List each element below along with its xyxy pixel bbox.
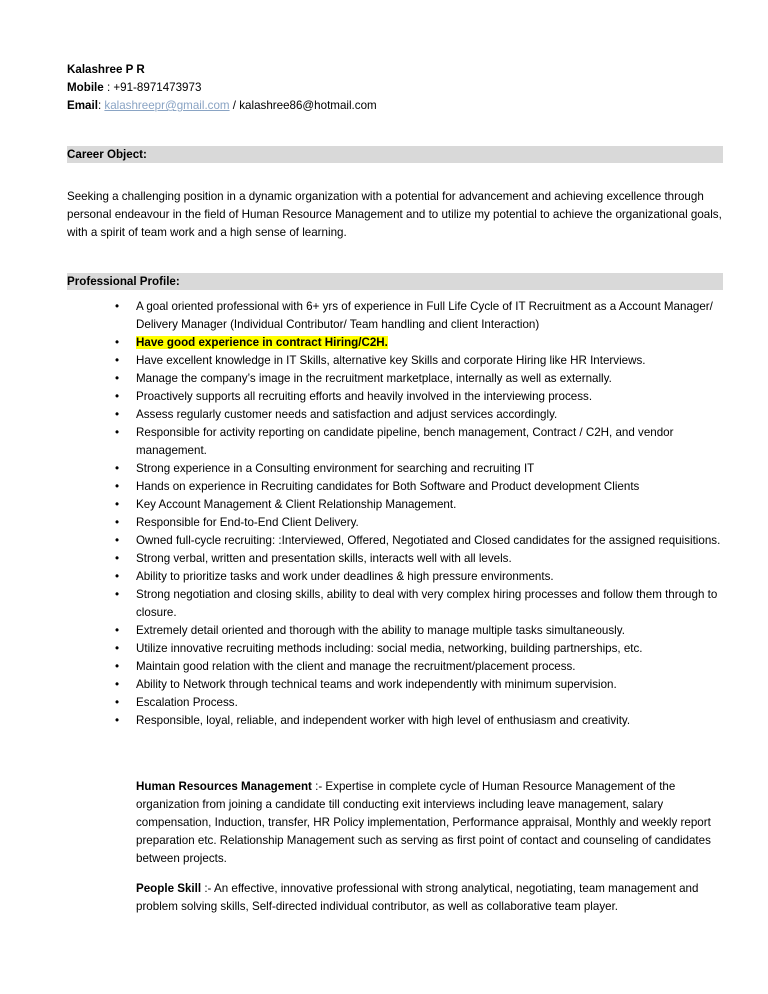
profile-list-item bbox=[67, 550, 723, 568]
email-divider: / bbox=[229, 99, 240, 112]
profile-item-text: A goal oriented professional with 6+ yrs of experience in Full Life Cycle of IT Recruitment as a Account Manager/ Delivery Manager (Individual Contributor/ Team handling and client Interaction) bbox=[136, 300, 713, 331]
bullet-icon: • bbox=[115, 390, 120, 403]
hrm-title: Human Resources Management bbox=[136, 780, 312, 793]
profile-item-text: Ability to Network through technical teams and work independently with minimum supervision. bbox=[136, 678, 617, 691]
profile-list-item bbox=[67, 406, 723, 424]
profile-item-text: Assess regularly customer needs and satisfaction and adjust services accordingly. bbox=[136, 408, 558, 421]
bullet-icon: • bbox=[115, 354, 120, 367]
bullet-icon: • bbox=[115, 336, 120, 349]
profile-item-text: Have excellent knowledge in IT Skills, alternative key Skills and corporate Hiring like HR Interviews. bbox=[136, 354, 646, 367]
profile-list-item bbox=[67, 694, 723, 712]
hrm-paragraph bbox=[136, 778, 724, 868]
profile-item-text: Ability to prioritize tasks and work under deadlines & high pressure environments. bbox=[136, 570, 554, 583]
profile-item-text: Escalation Process. bbox=[136, 696, 238, 709]
hrm-text: :- Expertise in complete cycle of Human Resource Management of the organization from joining a candidate till conducting exit interviews including leave management, salary compensation, Induction, transfer, HR Policy implementation, Performance appraisal, Monthly and weekly report preparation etc. Relationship Management such as serving as first point of contact and counseling of candidates between projects. bbox=[136, 780, 711, 865]
professional-profile-list bbox=[67, 298, 723, 730]
profile-item-text: Hands on experience in Recruiting candidates for Both Software and Product development Clients bbox=[136, 480, 640, 493]
profile-item-text: Utilize innovative recruiting methods including: social media, networking, building partnerships, etc. bbox=[136, 642, 643, 655]
profile-item-text: Extremely detail oriented and thorough with the ability to manage multiple tasks simultaneously. bbox=[136, 624, 625, 637]
profile-list-item bbox=[67, 586, 723, 622]
mobile-line bbox=[67, 79, 727, 97]
profile-list-item bbox=[67, 514, 723, 532]
profile-list-item bbox=[67, 622, 723, 640]
bullet-icon: • bbox=[115, 462, 120, 475]
profile-list-item bbox=[67, 676, 723, 694]
bullet-icon: • bbox=[115, 480, 120, 493]
email-secondary: kalashree86@hotmail.com bbox=[239, 99, 377, 112]
profile-item-text: Responsible, loyal, reliable, and independent worker with high level of enthusiasm and creativity. bbox=[136, 714, 631, 727]
bullet-icon: • bbox=[115, 498, 120, 511]
bullet-icon: • bbox=[115, 516, 120, 529]
profile-list-item bbox=[67, 496, 723, 514]
career-object-heading: Career Object: bbox=[67, 146, 723, 163]
profile-list-item bbox=[67, 388, 723, 406]
profile-list-item bbox=[67, 478, 723, 496]
bullet-icon: • bbox=[115, 300, 120, 313]
profile-item-text: Have good experience in contract Hiring/C2H. bbox=[136, 336, 388, 349]
bullet-icon: • bbox=[115, 570, 120, 583]
people-skill-title: People Skill bbox=[136, 882, 202, 895]
email-line bbox=[67, 97, 727, 115]
bullet-icon: • bbox=[115, 552, 120, 565]
email-primary-link[interactable]: kalashreepr@gmail.com bbox=[104, 99, 230, 112]
profile-list-item bbox=[67, 424, 723, 460]
profile-item-text: Strong verbal, written and presentation skills, interacts well with all levels. bbox=[136, 552, 512, 565]
profile-list-item bbox=[67, 640, 723, 658]
email-label: Email bbox=[67, 99, 98, 112]
profile-list-item bbox=[67, 370, 723, 388]
profile-list-item bbox=[67, 568, 723, 586]
bullet-icon: • bbox=[115, 660, 120, 673]
profile-item-text: Responsible for End-to-End Client Delivery. bbox=[136, 516, 359, 529]
email-separator: : bbox=[97, 99, 105, 112]
bullet-icon: • bbox=[115, 678, 120, 691]
profile-list-item bbox=[67, 334, 723, 352]
people-skill-paragraph bbox=[136, 880, 724, 916]
mobile-number: +91-8971473973 bbox=[113, 81, 202, 94]
profile-item-text: Owned full-cycle recruiting: :Interviewed, Offered, Negotiated and Closed candidates for the assigned requisitions. bbox=[136, 534, 721, 547]
profile-item-text: Maintain good relation with the client and manage the recruitment/placement process. bbox=[136, 660, 576, 673]
candidate-name: Kalashree P R bbox=[67, 63, 145, 76]
career-object-text: Seeking a challenging position in a dynamic organization with a potential for advancement and achieving excellence through personal endeavour in the field of Human Resource Management and to utilize my potential to achieve the organizational goals, with a spirit of team work and a high sense of learning. bbox=[67, 190, 722, 239]
profile-list-item bbox=[67, 352, 723, 370]
profile-list-item bbox=[67, 532, 723, 550]
profile-item-text: Strong experience in a Consulting environment for searching and recruiting IT bbox=[136, 462, 535, 475]
bullet-icon: • bbox=[115, 426, 120, 439]
profile-list-item bbox=[67, 658, 723, 676]
profile-list-item bbox=[67, 712, 723, 730]
mobile-separator: : bbox=[103, 81, 114, 94]
contact-block bbox=[67, 61, 727, 115]
bullet-icon: • bbox=[115, 624, 120, 637]
bullet-icon: • bbox=[115, 408, 120, 421]
professional-profile-heading: Professional Profile: bbox=[67, 273, 723, 290]
mobile-label: Mobile bbox=[67, 81, 104, 94]
profile-item-text: Responsible for activity reporting on candidate pipeline, bench management, Contract / C2H, and vendor management. bbox=[136, 426, 674, 457]
bullet-icon: • bbox=[115, 534, 120, 547]
profile-item-text: Key Account Management & Client Relationship Management. bbox=[136, 498, 457, 511]
profile-item-text: Proactively supports all recruiting efforts and heavily involved in the interviewing process. bbox=[136, 390, 593, 403]
profile-item-text: Manage the company’s image in the recruitment marketplace, internally as well as externally. bbox=[136, 372, 612, 385]
profile-list-item bbox=[67, 460, 723, 478]
profile-item-text: Strong negotiation and closing skills, ability to deal with very complex hiring processes and follow them through to closure. bbox=[136, 588, 718, 619]
people-skill-text: :- An effective, innovative professional with strong analytical, negotiating, team management and problem solving skills, Self-directed individual contributor, as well as collaborative team player. bbox=[136, 882, 699, 913]
bullet-icon: • bbox=[115, 696, 120, 709]
profile-list-item bbox=[67, 298, 723, 334]
bullet-icon: • bbox=[115, 714, 120, 727]
bullet-icon: • bbox=[115, 372, 120, 385]
bullet-icon: • bbox=[115, 588, 120, 601]
bullet-icon: • bbox=[115, 642, 120, 655]
